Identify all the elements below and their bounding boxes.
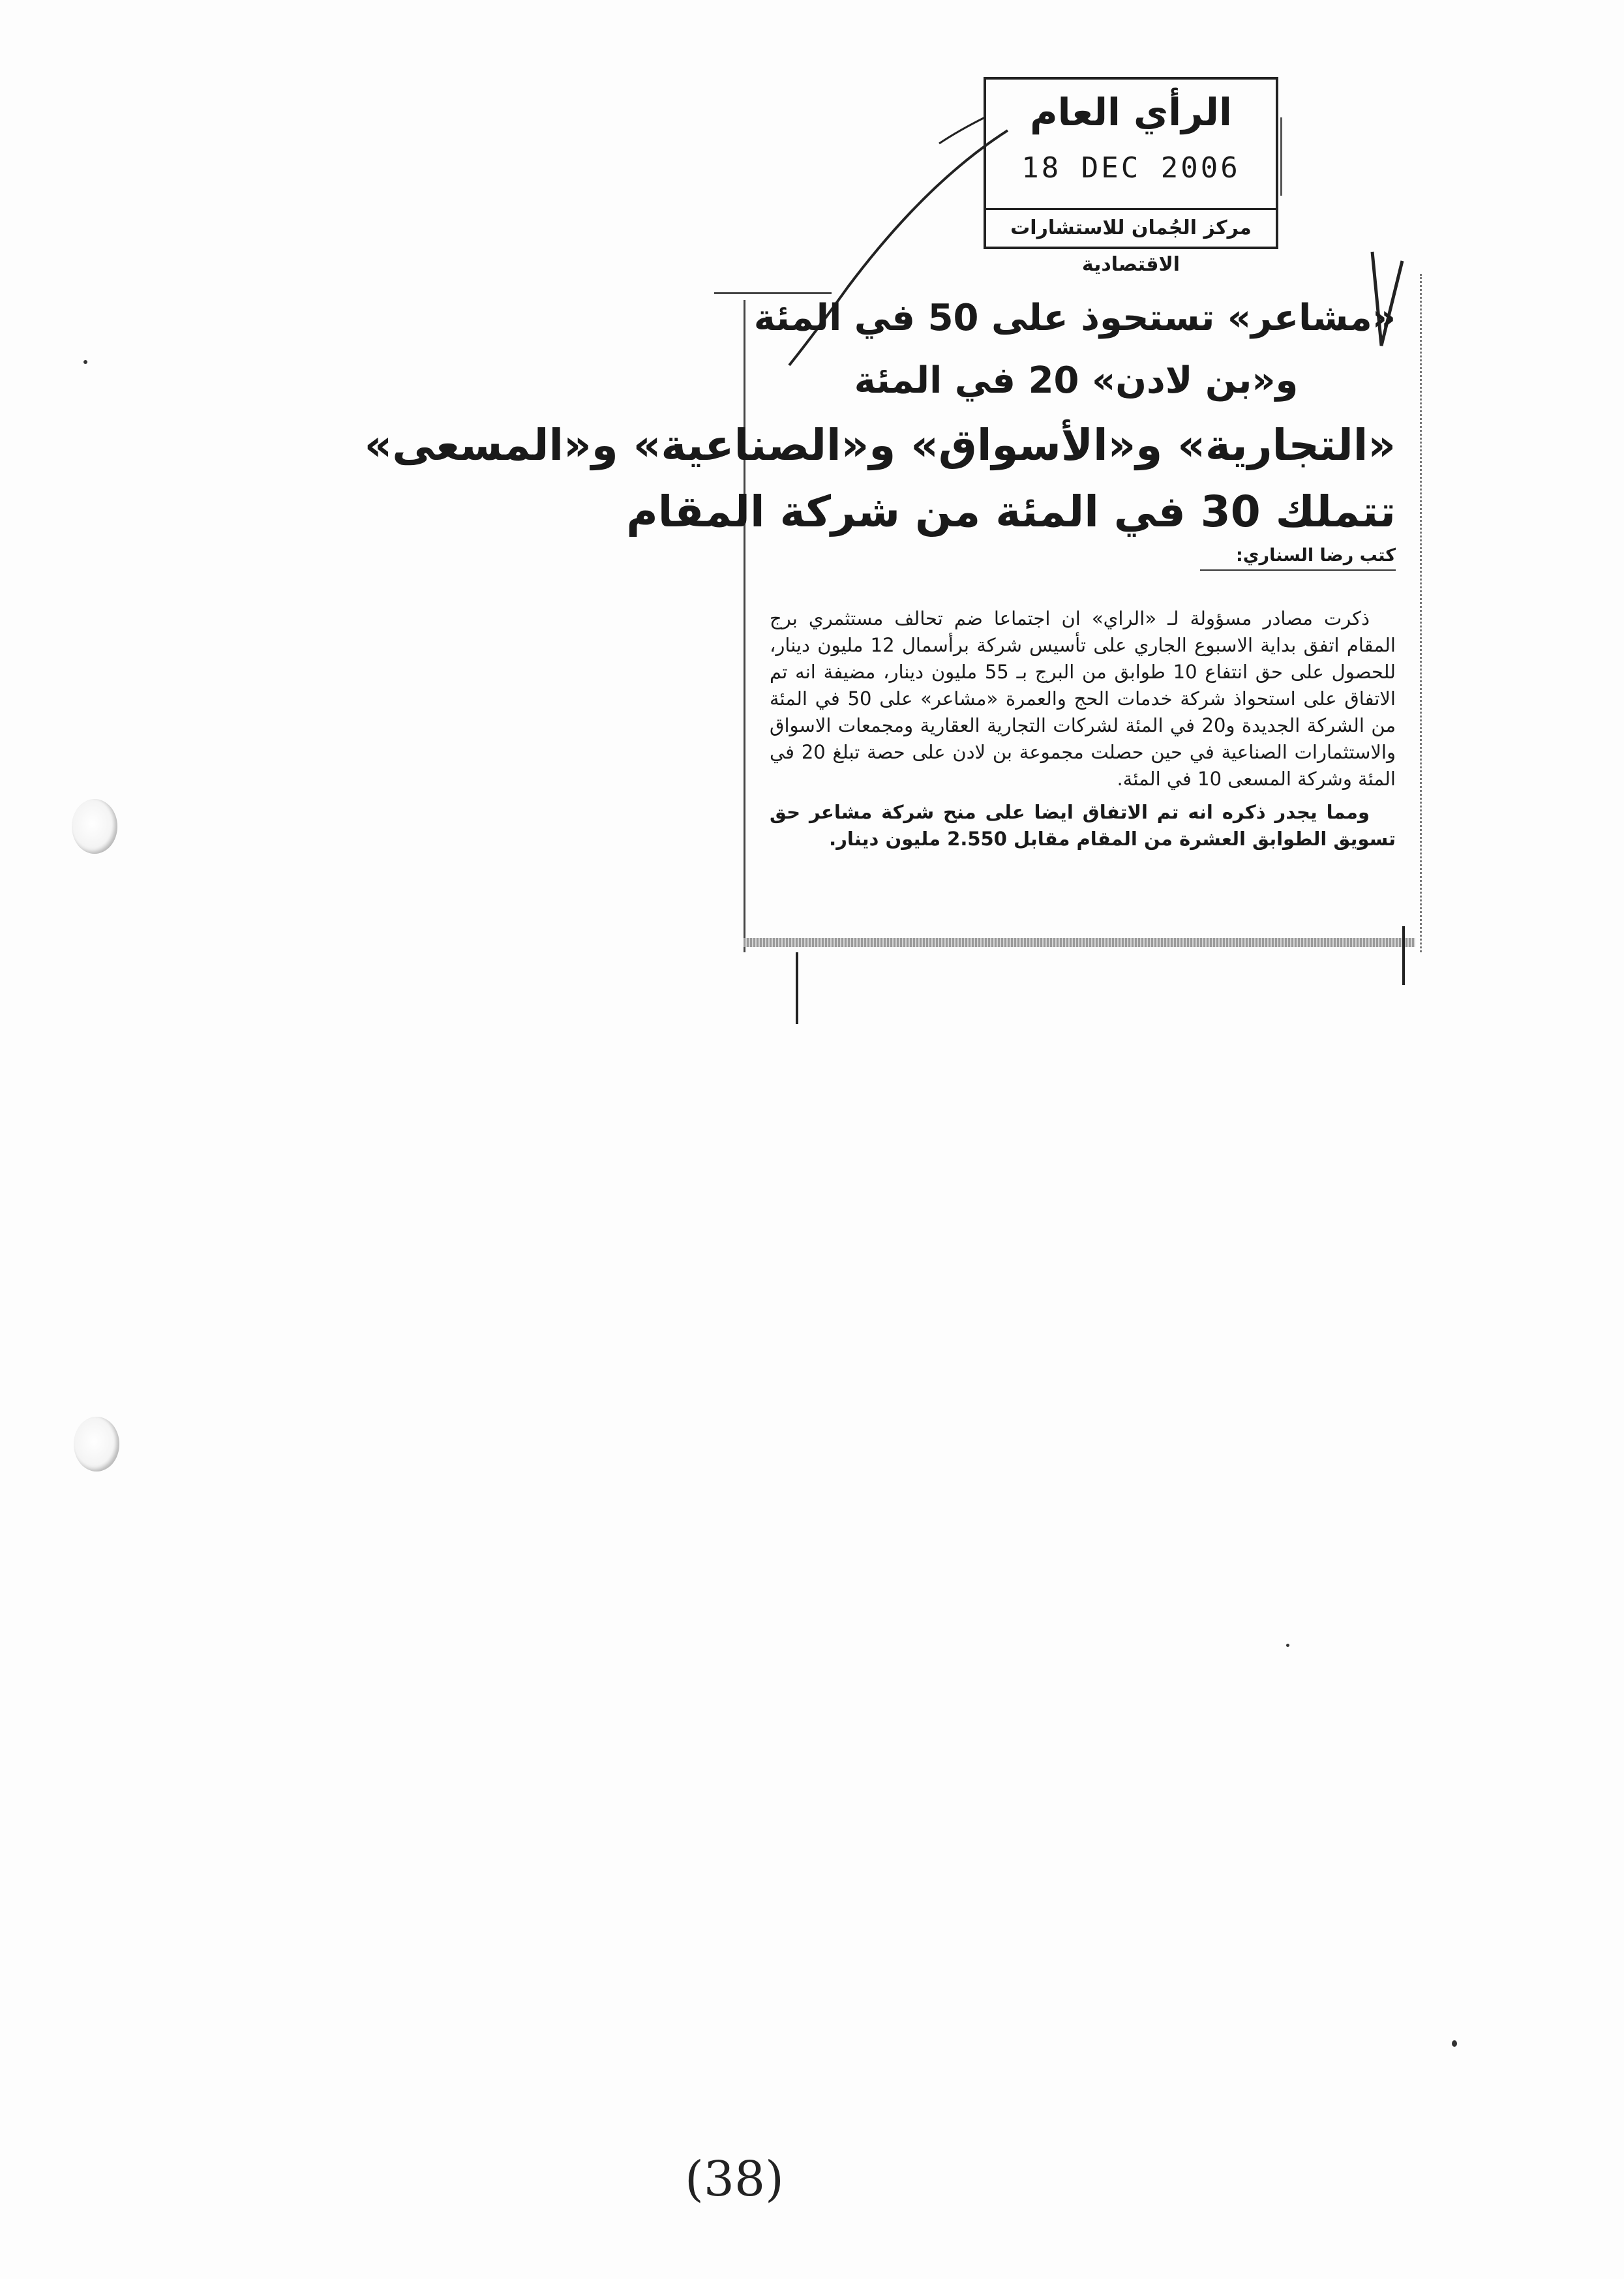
headline-line-2: و«بن لادن» 20 في المئة (854, 359, 1299, 402)
scan-speck (1452, 2040, 1457, 2047)
stamp-footer: مركز الجُمان للاستشارات الاقتصادية (986, 208, 1276, 247)
punch-hole-top (72, 799, 117, 854)
article-paragraph-1: ذكرت مصادر مسؤولة لـ «الراي» ان اجتماعا ضم تحالف مستثمري برج المقام اتفق بداية الاسبوع الجاري على تأسيس شركة برأسمال 12 مليون دينار، للحصول على حق انتفاع 10 طوابق من البرج بـ 55 مليون دينار، مضيفة انه تم الاتفاق على استحواذ شركة خدمات الحج والعمرة «مشاعر» على 50 في المئة من الشركة الجديدة و20 في المئة لشركات التجارية العقارية ومجمعات الاسواق والاستثمارات الصناعية في حين حصلت مجموعة بن لادن على حصة تبلغ 20 في المئة وشركة المسعى 10 في المئة. (770, 607, 1396, 790)
article-byline: كتب رضا السناري: (1200, 545, 1396, 571)
stamp-logo: الرأي العام (1030, 90, 1232, 134)
clipping-left-edge (744, 300, 745, 952)
clipping-right-edge (1420, 274, 1422, 952)
pen-mark-bottom-right (1402, 926, 1405, 985)
headline-line-4: تتملك 30 في المئة من شركة المقام (626, 487, 1396, 537)
page-number: (38) (685, 2151, 784, 2207)
date-stamp (984, 77, 1278, 276)
scan-speck (1286, 1644, 1289, 1647)
punch-hole-bottom (74, 1417, 119, 1472)
article-headline (364, 287, 1396, 545)
clipping-bottom-rule (744, 938, 1415, 947)
article-body (770, 605, 1396, 859)
stamp-date: 18 DEC 2006 (1021, 151, 1241, 185)
pen-mark-bottom-left (796, 952, 798, 1024)
headline-line-3: «التجارية» و«الأسواق» و«الصناعية» و«المسعى» (364, 420, 1396, 470)
newspaper-clipping (364, 274, 1422, 991)
stamp-edge-mark (1280, 117, 1282, 196)
scan-speck (83, 360, 87, 364)
article-paragraph-2: ومما يجدر ذكره انه تم الاتفاق ايضا على منح شركة مشاعر حق تسويق الطوابق العشرة من المقام مقابل 2.550 مليون دينار. (770, 801, 1396, 850)
headline-line-1: «مشاعر» تستحوذ على 50 في المئة (753, 297, 1396, 339)
